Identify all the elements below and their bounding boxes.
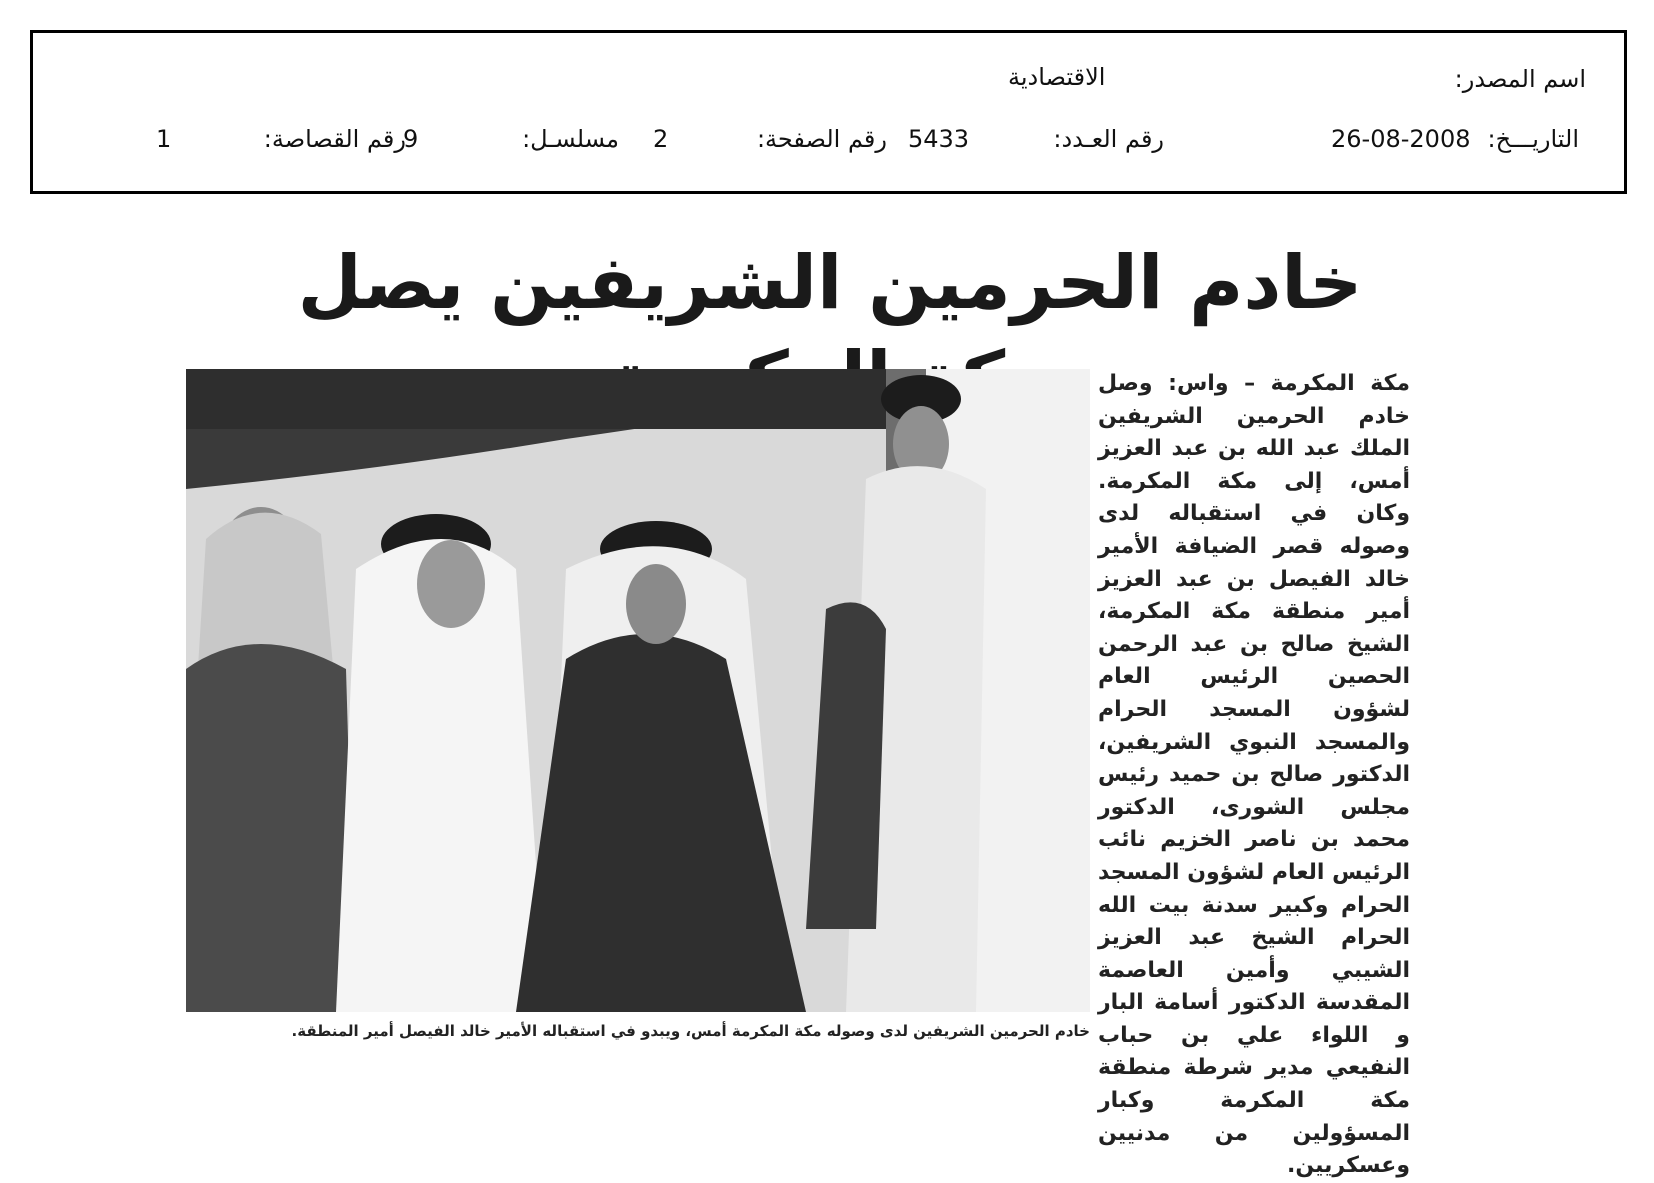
news-photo (186, 369, 1090, 1012)
article-body: مكة المكرمة – واس: وصل خادم الحرمين الشريفين الملك عبد الله بن عبد العزيز أمس، إلى مكة المكرمة. وكان في استقباله لدى وصوله قصر الضيافة الأمير خالد الفيصل بن عبد العزيز أمير منطقة مكة المكرمة، الشيخ صالح بن عبد الرحمن الحصين الرئيس العام لشؤون المسجد الحرام والمسجد النبوي الشريفين، الدكتور صالح بن حميد رئيس مجلس الشورى، الدكتور محمد بن ناصر الخزيم نائب الرئيس العام لشؤون المسجد الحرام وكبير سدنة بيت الله الحرام الشيخ عبد العزيز الشيبي وأمين العاصمة المقدسة الدكتور أسامة البار و اللواء علي بن حباب النفيعي مدير شرطة منطقة مكة المكرمة وكبار المسؤولين من مدنيين وعسكريين. (1098, 371, 1410, 1179)
photo-person-center-face (417, 540, 485, 628)
date-value: 26-08-2008 (1331, 125, 1471, 153)
photo-illustration (186, 369, 1090, 1012)
issue-value: 5433 (908, 125, 970, 153)
photo-person-left-body (186, 644, 356, 1012)
date-label: التاريـــخ: (1487, 125, 1579, 153)
issue-label: رقم العـدد: (1053, 125, 1164, 153)
photo-ceiling-band (186, 369, 886, 429)
source-label: اسم المصدر: (1454, 65, 1586, 93)
metadata-box (30, 30, 1627, 194)
page-label: رقم الصفحة: (756, 125, 887, 153)
photo-caption: خادم الحرمين الشريفين لدى وصوله مكة المكرمة أمس، ويبدو في استقباله الأمير خالد الفيصل أمير المنطقة. (291, 1022, 1090, 1040)
page-value: 2 (653, 125, 669, 153)
serial-label: مسلسـل: (522, 125, 619, 153)
photo-person-king-face (626, 564, 686, 644)
clip-value: 1 (156, 125, 172, 153)
clip-label: رقم القصاصة: (263, 125, 406, 153)
headline: خادم الحرمين الشريفين يصل (297, 240, 1363, 326)
source-value: الاقتصادية (1008, 63, 1106, 91)
serial-value: 9 (403, 125, 419, 153)
